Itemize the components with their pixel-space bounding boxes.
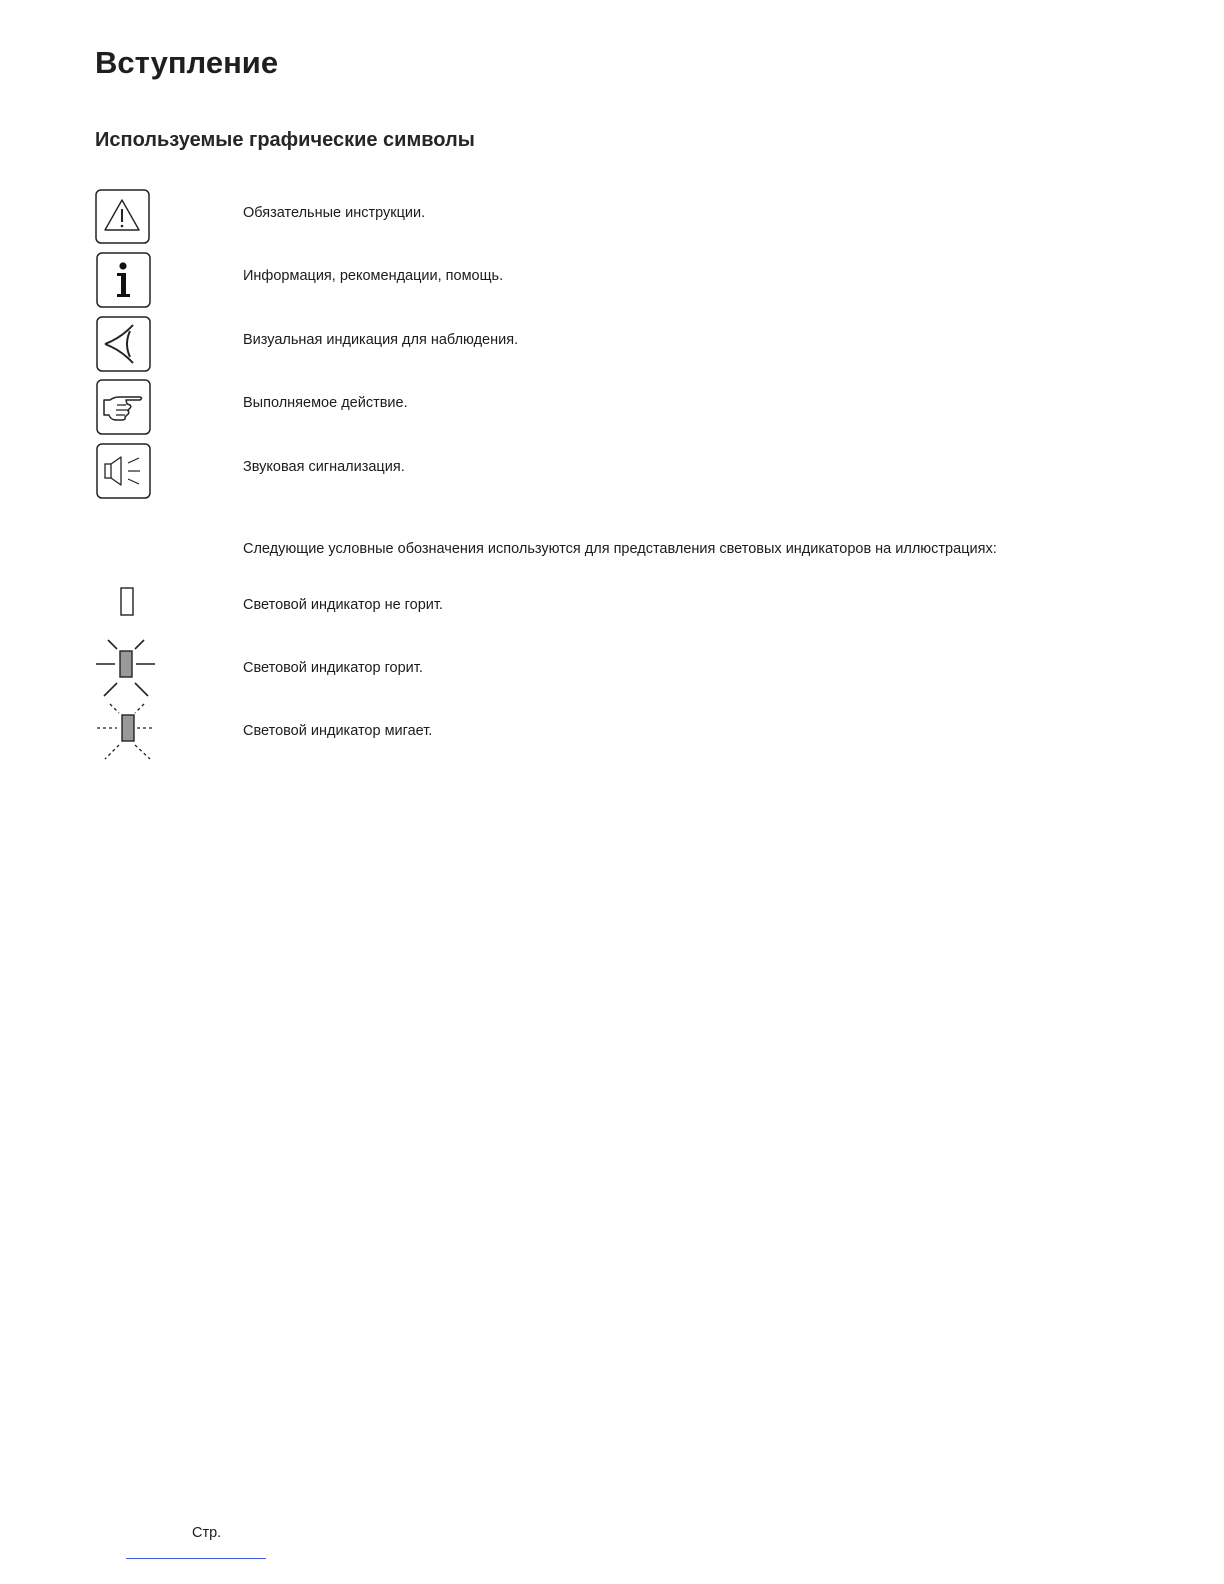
led-off-icon — [95, 585, 157, 619]
led-on-icon — [95, 637, 157, 699]
symbol-label: Обязательные инструкции. — [243, 205, 426, 221]
indicators-intro: Следующие условные обозначения используются для представления световых индикаторов на иллюстрациях: — [243, 541, 997, 557]
eye-icon — [95, 316, 153, 374]
page-title: Вступление — [95, 45, 279, 80]
info-icon — [95, 252, 153, 310]
indicator-label: Световой индикатор мигает. — [243, 723, 433, 739]
speaker-icon — [95, 443, 153, 501]
indicator-label: Световой индикатор горит. — [243, 660, 423, 676]
symbol-label: Выполняемое действие. — [243, 395, 408, 411]
section-title: Используемые графические символы — [95, 129, 475, 151]
page-number-label: Стр. — [192, 1525, 222, 1541]
footer-link-underline[interactable] — [126, 1558, 266, 1559]
warning-triangle-icon — [95, 189, 151, 245]
symbol-label: Информация, рекомендации, помощь. — [243, 268, 504, 284]
symbol-label: Визуальная индикация для наблюдения. — [243, 332, 519, 348]
symbol-label: Звуковая сигнализация. — [243, 459, 405, 475]
pointing-hand-icon — [95, 379, 153, 437]
led-blinking-icon — [95, 700, 157, 762]
indicator-label: Световой индикатор не горит. — [243, 597, 443, 613]
